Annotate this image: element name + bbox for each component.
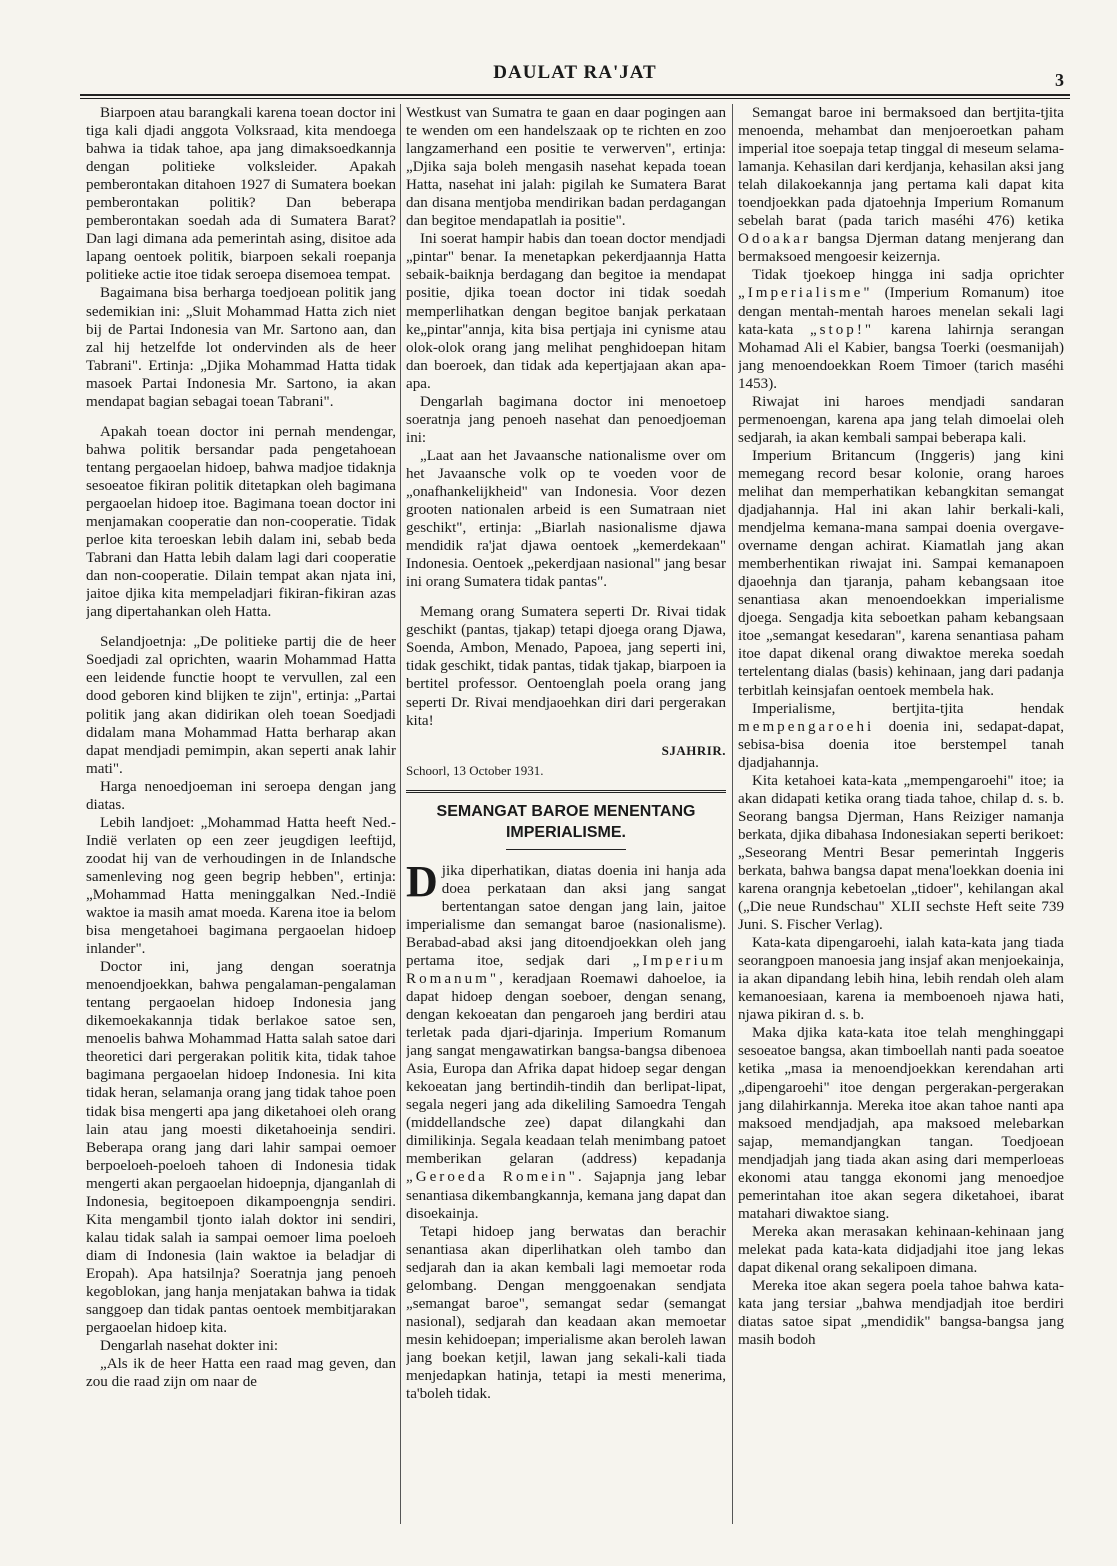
text-run: (Imperium Romanum) itoe dengan mentah-mentah haroes menelan sekali lagi kata-kata bbox=[738, 285, 1064, 338]
paragraph: Apakah toean doctor ini pernah mendengar, bahwa politik bersandar pada pengetahoean tentang pergaoelan hidoep, bahwa madjoe tidaknja sesoeatoe fikiran politik ditetapkan oleh bagimana pergaoelan hidoep itoe. Bagimana toean doctor ini menjamakan cooperatie dan non-cooperatie. Tidak perloe kita teroeskan lebih dalam ini, sebab beda Tabrani dan Hatta lebih dalam lagi dari cooperatie dan non-cooperatie. Dilain tempat akan njata ini, jaitoe djika kita mempeladjari fikiran-fikiran azas jang dipertahankan oleh Hatta. bbox=[86, 423, 396, 621]
text-run: mempengaroehi bbox=[738, 718, 875, 735]
paragraph: Lebih landjoet: „Mohammad Hatta heeft Ned.-Indië verlaten op een zeer jeugdigen leeftijd, zoodat hij van de verhoudingen in de Inlandsche samenleving nog geen begrip hebben", ertinja: „Mohammad Hatta meninggalkan Ned.-Indië waktoe ia masih amat moeda. Karena itoe ia belom bisa mengetahoei bagimana pergaoelan hidoep inlander". bbox=[86, 814, 396, 958]
paragraph: Doctor ini, jang dengan soeratnja menoendjoekkan, bahwa pengalaman-pengalaman tentang pergaoelan hidoep Indonesia jang dikemoekakannja tidak berlakoe satoe sen, menoelis bahwa Mohammad Hatta salah satoe dari theoretici dari pergerakan politik kita, tidak tahoe bagimana pergaoelan hidoep Indonesia. Ini kita tidak heran, selamanja orang jang tidak tahoe poen tidak bisa mengerti apa jang diketahoei oleh orang lain atau jang moesti diketahoeinja sendiri. Beberapa orang jang dari lahir sampai oemoer berpoeloeh-poeloeh tahoen di Indonesia tidak mengerti akan pergaoelan hidoepnja, djanganlah di Indonesia, begitoepoen dikampoengnja sendiri. Kita mengambil tjonto ialah doktor ini sendiri, kalau tidak salah ia sampai oemoer lima poeloeh diam di Indonesia (lain waktoe ia beladjar di Eropah). Apa hatsilnja? Soeratnja jang penoeh kegoblokan, jang hanja menjatakan bahwa ia tidak sanggoep dan tidak pantas oentoek membitjarakan pergaoelan hidoep kita. bbox=[86, 959, 396, 1337]
quotation: „Laat aan het Javaansche nationalisme over om het Javaansche volk op te voeden voor de „onafhankelijkheid" van Indonesia. Voor dezen grooten nationalen arbeid is een Sumatraan niet geschikt", ertinja: „Biarlah nasionalisme djawa mendidik ra'jat djawa oentoek „kemerdekaan" Indonesia. Oentoek „pekerdjaan nasional" jang besar ini orang Sumatera tidak pantas". bbox=[406, 447, 726, 591]
paragraph: Harga nenoedjoeman ini seroepa dengan jang diatas. bbox=[86, 778, 396, 813]
paragraph: Westkust van Sumatra te gaan en daar pogingen aan te wenden om een handelszaak op te richten en zoo langzamerhand een positie te verwerven", ertinja: „Djika saja boleh mengasih nasehat kepada toean Hatta, nasehat ini jalah: pigilah ke Sumatera Barat dan disana mentjoba mendirikan badan perdagangan dan begitoe mendapatlah ia positie". bbox=[406, 105, 726, 230]
page-number: 3 bbox=[1055, 70, 1064, 90]
paragraph: Selandjoetnja: „De politieke partij die de heer Soedjadi zal oprichten, waarin Mohammad Hatta een leidende functie hoopt te vervullen, zal een dood geboren kind blijken te zijn", ertinja: „Partai politik jang akan didirikan oleh toean Soedjadi didalam mana Mohammad Hatta berharap akan dapat mendjadi pemimpin, akan seperti anak lahir mati". bbox=[86, 634, 396, 777]
paragraph: Mereka akan merasakan kehinaan-kehinaan jang melekat pada kata-kata didjadjahi itoe jang lekas dapat dikenal orang sekalipoen dimana. bbox=[738, 1223, 1064, 1276]
column-3 bbox=[738, 104, 1064, 1554]
text-run: jika diperhatikan, diatas doenia ini hanja ada doea perkataan dan aksi jang sangat bertentangan satoe dengan jang lain, jaitoe imperialisme dan semangat baroe (nasionalisme). Berabad-abad aksi jang ditoendjoekkan oleh jang pertama itoe, sedjak dari bbox=[406, 862, 726, 969]
paragraph: Memang orang Sumatera seperti Dr. Rivai tidak geschikt (pantas, tjakap) tetapi djoega orang Djawa, Soenda, Ambon, Menado, Papoea, jang seperti ini, tidak geschikt, tidak pantas, tidak tjakap, biarpoen ia bertitel professor. Oentoenglah poela orang jang seperti Dr. Rivai mendjaoehkan diri dari pergerakan kita! bbox=[406, 604, 726, 729]
text-run: Odoakar bbox=[738, 231, 811, 248]
paragraph bbox=[406, 856, 726, 1223]
newspaper-title: DAULAT RA'JAT bbox=[493, 62, 657, 83]
author-signature: SJAHRIR. bbox=[661, 742, 726, 758]
paragraph bbox=[738, 266, 1064, 392]
text-run: „stop!" bbox=[809, 321, 875, 338]
paragraph: Bagaimana bisa berharga toedjoean politik jang sedemikian ini: „Sluit Mohammad Hatta zich niet bij de Partai Indonesia van Mr. Sartono aan, dan zal hij hetzelfde lot ondervinden als de heer Tabrani". Ertinja: „Djika Mohammad Hatta tidak masoek Partai Indonesia Mr. Sartono, ia akan mendapat bagian sebagai toean Tabrani". bbox=[86, 285, 396, 410]
paragraph: Riwajat ini haroes mendjadi sandaran permenoengan, karena apa jang telah dimoelai oleh sedjarah, ia akan kembali sampai beberapa kali. bbox=[738, 393, 1064, 446]
drop-cap: D bbox=[406, 856, 438, 906]
text-run: . Sajapnja jang lebar senantiasa dikembangkannja, kemana jang dapat dan disoekainja. bbox=[406, 1169, 726, 1222]
column-divider bbox=[732, 104, 733, 1524]
text-run: „Geroeda Romein" bbox=[406, 1169, 578, 1186]
paragraph: Dengarlah nasehat dokter ini: bbox=[100, 1338, 279, 1355]
text-run: Semangat baroe ini bermaksoed dan bertjita-tjita menoenda, mehambat dan menjoeroetkan paham imperial itoe soepaja tetap tinggal di meseum selama-lamanja. Kehasilan dari kerdjanja, kehasilan aksi jang telah dilakoekannja jang pertama kali dapat kita toendjoekkan pada djatoehnja Imperium Romanum sebelah barat (pada tarich maséhi 476) ketika bbox=[738, 105, 1064, 230]
text-run: doenia ini, sedapat-dapat, sebisa-bisa doenia itoe berstempel tanah djadjahannja. bbox=[738, 718, 1064, 771]
article-title: SEMANGAT BAROE MENENTANG IMPERIALISME. bbox=[436, 802, 696, 841]
text-run: karena lahirnja serangan Mohamad Ali el Kabier, bangsa Toerki (oesmanijah) jang menoendoekkan Roem Timoer (tarich maséhi 1453). bbox=[738, 321, 1064, 392]
dateline: Schoorl, 13 October 1931. bbox=[406, 762, 544, 778]
paragraph: Tetapi hidoep jang berwatas dan berachir senantiasa akan diperlihatkan oleh tambo dan sedjarah dan ia akan kembali lagi memoetar roda gelombang. Dengan menggoenakan sendjata „semangat baroe", semangat sedar (semangat nasional), sedjarah dan keadaan akan memoetar mesin kehidoepan; imperialisme akan beroleh lawan jang boekan ketjil, lawan jang sekali-kali tiada menjedapkan hatinja, tetapi ia mesti menerima, ta'boleh tidak. bbox=[406, 1223, 726, 1403]
paragraph: Mereka itoe akan segera poela tahoe bahwa kata-kata jang tersiar „bahwa mendjadjah itoe berdiri diatas satoe sipat „mendidik" bangsa-bangsa jang masih bodoh bbox=[738, 1278, 1064, 1349]
paragraph: Imperium Britancum (Inggeris) jang kini memegang record besar kolonie, orang haroes melihat dan memperhatikan kebangkitan semangat djadjahannja. Hal ini akan lahir berkali-kali, mendjelma kemana-mana sampai doenia overgave-overname dengan achirat. Kiamatlah jang akan memberhentikan riwajat ini. Sampai kemanapoen djaoehnja dan tjaranja, paham kebangsaan itoe senantiasa akan menoendoekkan imperialisme djoega. Sengadja kita seboetkan paham kebangsaan itoe „semangat kesedaran", karena senantiasa paham itoe dapat dikenal orang diwaktoe mereka soedah tertelentang dialas (basis) kehinaan, jang dari padanja terbitlah keinsjafan oentoek membela hak. bbox=[738, 447, 1064, 699]
text-run: „Imperium Romanum" bbox=[406, 952, 726, 987]
paragraph: Biarpoen atau barangkali karena toean doctor ini tiga kali djadi anggota Volksraad, kita mendoega bahwa ia tidak tahoe, apa jang dimaksoedkannja dengan politieke volksleider. Apakah pemberontakan ditahoen 1927 di Sumatera boekan pemberontakan politik? Dan beberapa pemberontakan soedah ada di Sumatera Barat? Dan lagi dimana ada pemerintah asing, disitoe ada lapang oentoek politik, biarpoen sekali roepanja politieke actie itoe tidak seroepa disemoea tempat. bbox=[86, 105, 396, 284]
paragraph: Ini soerat hampir habis dan toean doctor mendjadi „pintar" benar. Ia menetapkan pekerdjaannja Hatta sebaik-baiknja berdagang dan begitoe ia mendapat positie, djika toean doctor ini tidak soedah memperlihatkan dengan begitoe banjak perkataan ke„pintar"annja, kita bisa pertjaja ini cynisme atau olok-olok orang jang melihat penghidoepan hitam dan boeroek, dan tidak ada kepertjajaan akan apa-apa. bbox=[406, 231, 726, 392]
paragraph: Kita ketahoei kata-kata „mempengaroehi" itoe; ia akan didapati ketika orang tiada tahoe, chilap d. s. b. Seorang bangsa Djerman, Hans Reiziger namanja berkata, djika dibahasa Indonesiakan seperti berikoet: „Seseorang Mentri Besar pemerintah Inggeris berkata, bahwa bangsa dapat mena'loekkan doenia ini karena orangnja kebetoelan „tidoer", kehilangan akal („Die neue Rundschau" XLII sechste Heft seite 739 Juni. S. Fischer Verlag). bbox=[738, 772, 1064, 934]
text-run: Imperialisme, bertjita-tjita hendak bbox=[752, 700, 1064, 717]
column-1 bbox=[86, 104, 396, 1554]
paragraph bbox=[738, 700, 1064, 772]
paragraph: Dengarlah bagimana doctor ini menoetoep soeratnja jang penoeh nasehat dan penoedjoeman ini: bbox=[406, 393, 726, 446]
text-run: „Imperialisme" bbox=[738, 285, 873, 302]
text-run: bangsa Djerman datang menjerang dan bermaksoed mengoesir keizernja. bbox=[738, 231, 1064, 266]
text-run: Tidak tjoekoep hingga ini sadja oprichter bbox=[752, 267, 1064, 284]
column-2 bbox=[406, 104, 726, 1554]
article-separator bbox=[406, 790, 726, 793]
column-divider bbox=[400, 104, 401, 1524]
page-header bbox=[80, 62, 1070, 92]
header-rule bbox=[80, 94, 1070, 99]
paragraph bbox=[738, 104, 1064, 266]
paragraph: Kata-kata dipengaroehi, ialah kata-kata jang tiada seorangpoen manoesia jang insjaf akan menjoekainja, ia akan dipandang lebih hina, lebih rendah oleh alam kemanoesiaan, karena ia memboenoeh njawa hati, njawa pikiran d. s. b. bbox=[738, 935, 1064, 1024]
paragraph: „Als ik de heer Hatta een raad mag geven, dan zou die raad zijn om naar de bbox=[86, 1356, 396, 1391]
title-underline bbox=[506, 849, 626, 850]
text-run: , keradjaan Roemawi dahoeloe, ia dapat hidoep dengan soeboer, dengan senang, dengan kekoeatan dan pengaroeh jang berdiri atau terletak pada djari-djarinja. Imperium Romanum jang sangat mengawatirkan bangsa-bangsa dibenoea Asia, Europa dan Afrika dapat hidoep segar dengan kekoeatan jang bertindih-tindih dan berlipat-lipat, segala negeri jang ada dikeliling Samoedra Tengah (middellandsche zee) dapat dilangkahi dan dimilikinja. Segala keadaan telah menimbang patoet memberikan gelaran (address) kepadanja bbox=[406, 970, 726, 1168]
paragraph: Maka djika kata-kata itoe telah menghinggapi sesoeatoe bangsa, akan timboellah nanti pada soeatoe ketika „masa ia menoendjoekkan kerendahan arti „dipengaroehi" itoe dengan pergerakan-pergerakan jang dilahirkannja. Mereka itoe akan tahoe nanti apa maksoed mendjadjah, apa maksoed melebarkan sajap, memandjangkan tangan. Toedjoean mendjadjah jang tiada akan asing dari memperloeas ekonomi atau tangga ekonomi jang menoedjoe pemerintahan itoe akan segera diketahoei, ibarat matahari diwaktoe siang. bbox=[738, 1025, 1064, 1222]
